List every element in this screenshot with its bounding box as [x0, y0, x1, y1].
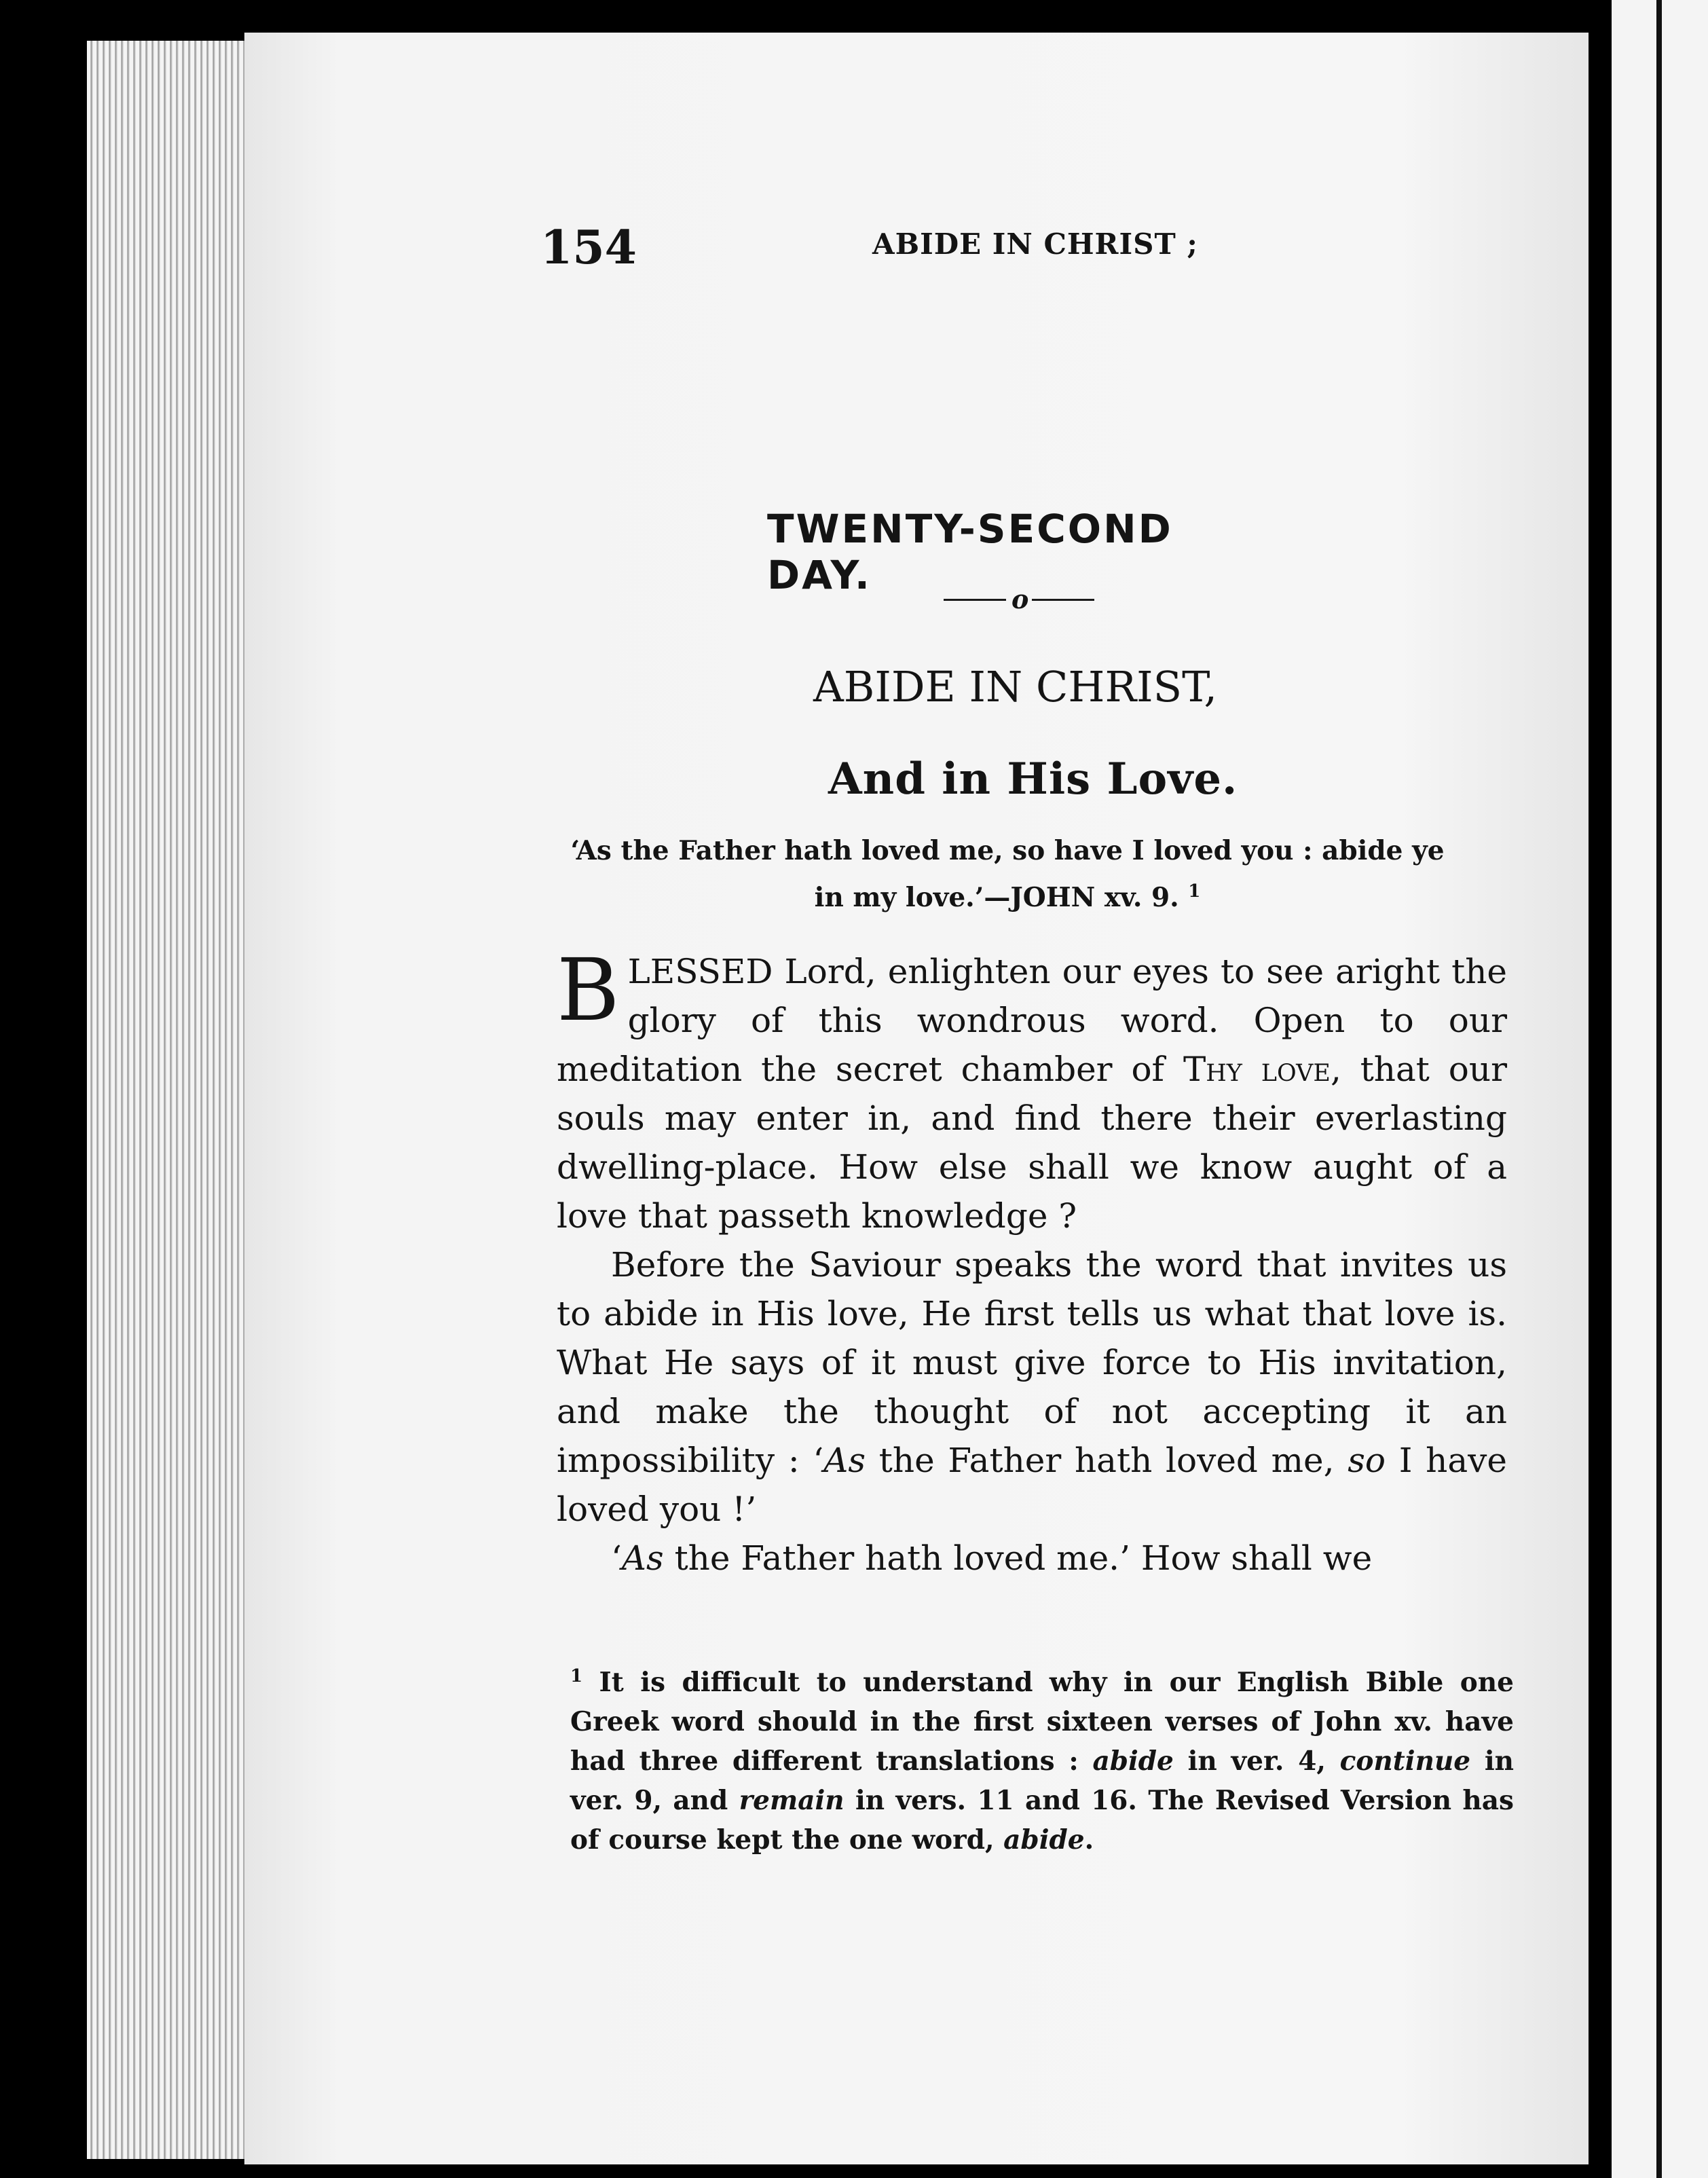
- paragraph-1-text: LESSED Lord, enlighten our eyes to see aright the glory of this wondrous word. Open to our meditation the secret chamber of: [557, 952, 1507, 1089]
- footnote-text-3: in ver. 9, and: [570, 1746, 1514, 1816]
- paragraph-2: [557, 1240, 1507, 1534]
- ornamental-rule: [944, 584, 1093, 614]
- rule-right: [1032, 599, 1094, 601]
- as-italic: As: [823, 1441, 866, 1480]
- running-header: ABIDE IN CHRIST ;: [872, 227, 1198, 261]
- chapter-title: ABIDE IN CHRIST,: [813, 662, 1218, 712]
- footnote-text-4: in vers. 11 and 16. The Revised Version has of course kept the one word,: [570, 1785, 1514, 1856]
- as-italic-2: As: [621, 1538, 664, 1578]
- page-edges: [87, 41, 251, 2159]
- paragraph-3-text: the Father hath loved me.’ How shall we: [663, 1538, 1373, 1578]
- thy-love-emphasis: Thy love: [1183, 1050, 1331, 1089]
- paragraph-3-open-quote: ‘: [611, 1538, 622, 1578]
- paragraph-1-tail: , that our souls may enter in, and find there their everlasting dwelling-place. How else shall we know aught of a love that passeth knowledge ?: [557, 1050, 1507, 1236]
- footnote-mark: 1: [570, 1666, 583, 1686]
- epigraph-text: ‘As the Father hath loved me, so have I loved you : abide ye in my love.’—JOHN xv. 9.: [570, 835, 1445, 913]
- rule-left: [944, 599, 1006, 601]
- footnote-text-2: in ver. 4,: [1173, 1746, 1340, 1777]
- paragraph-3: [557, 1534, 1507, 1583]
- footnote-text-5: .: [1084, 1824, 1094, 1856]
- page-number: 154: [540, 221, 637, 275]
- footnote: [570, 1657, 1514, 1860]
- facing-page-fold: [1656, 0, 1662, 2178]
- footnote-italic-remain: remain: [739, 1785, 844, 1816]
- footnote-italic-continue: continue: [1339, 1746, 1471, 1777]
- footnote-text-1: It is difficult to understand why in our English Bible one Greek word should in the first sixteen verses of John xv. have had three different translations :: [570, 1667, 1514, 1777]
- paragraph-2-mid: the Father hath loved me,: [866, 1441, 1348, 1480]
- footnote-reference: 1: [1188, 881, 1201, 902]
- epigraph: [566, 830, 1449, 918]
- book-gutter: [1589, 0, 1612, 2178]
- day-heading: TWENTY-SECOND DAY.: [767, 506, 1173, 598]
- chapter-subtitle: And in His Love.: [828, 754, 1238, 805]
- footnote-italic-abide-2: abide: [1003, 1824, 1085, 1856]
- paragraph-2-tail: I have loved you !’: [557, 1441, 1508, 1529]
- body-text: [557, 940, 1508, 1583]
- so-italic: so: [1348, 1441, 1386, 1480]
- rule-ornament: o: [1011, 584, 1029, 614]
- drop-cap: B: [557, 940, 620, 1040]
- paragraph-2-text: Before the Saviour speaks the word that invites us to abide in His love, He first tells us what that love is. What He says of it must give force to His invitation, and make the thought of not accepting it an impossibility : ‘: [557, 1245, 1507, 1480]
- paragraph-1: [557, 940, 1507, 1240]
- footnote-italic-abide: abide: [1092, 1746, 1174, 1777]
